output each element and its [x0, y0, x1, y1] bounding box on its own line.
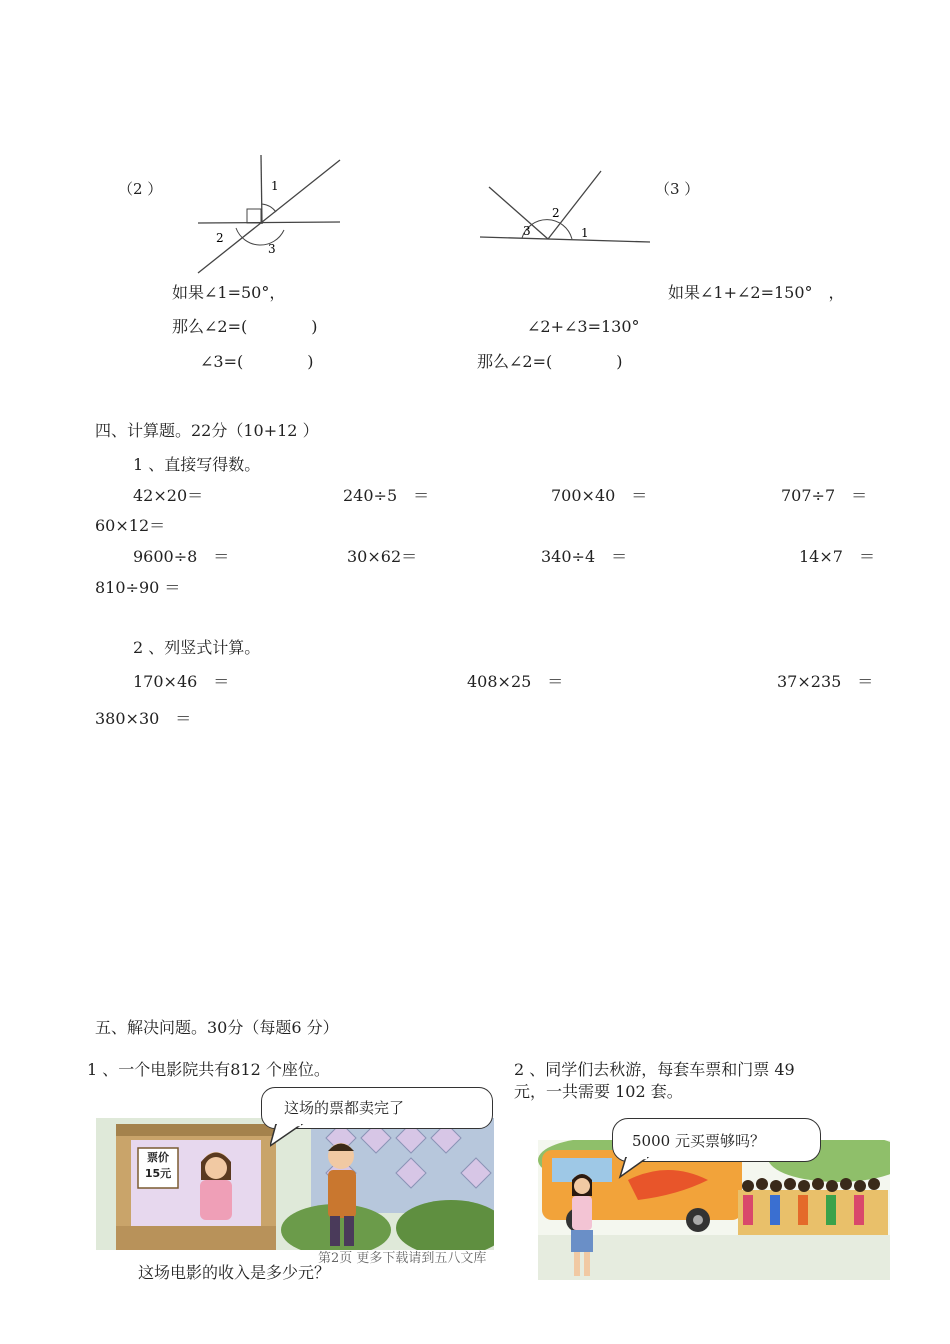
section5-title: 五、解决问题。30分（每题6 分）	[95, 1018, 339, 1037]
q2-answer-angle3: ∠3=( )	[200, 352, 314, 371]
vertical-calc-item: 37×235 ＝	[777, 672, 874, 691]
q3-answer-angle2: 那么∠2=( )	[477, 352, 623, 371]
calc-item: 60×12＝	[95, 516, 166, 535]
calc-item: 707÷7 ＝	[781, 486, 868, 505]
vertical-calc-item: 170×46 ＝	[133, 672, 230, 691]
calc-item: 14×7 ＝	[799, 547, 875, 566]
angle-diagram-3	[475, 165, 655, 265]
angle-diagram-2	[190, 150, 350, 280]
angle-mark-1: 1	[271, 179, 279, 193]
footer-fragment: 第2页 更多下载请到五八文库	[318, 1251, 487, 1266]
angle-mark-2: 2	[552, 206, 560, 220]
calc-item: 42×20＝	[133, 486, 204, 505]
calc-item: 240÷5 ＝	[343, 486, 430, 505]
problem2-text-1: 2 、同学们去秋游，每套车票和门票 49	[514, 1060, 795, 1079]
price-sign: 票价 15元	[144, 1151, 172, 1180]
speech-bubble-2-tail	[618, 1157, 658, 1183]
angle-mark-1: 1	[581, 226, 589, 240]
calc-item: 700×40 ＝	[551, 486, 648, 505]
speech-bubble-1-tail	[270, 1124, 310, 1150]
q2-answer-angle2: 那么∠2=( )	[172, 317, 318, 336]
calc-item: 9600÷8 ＝	[133, 547, 230, 566]
problem2-text-2: 元，一共需要 102 套。	[514, 1082, 683, 1101]
part2-title: 2 、列竖式计算。	[133, 638, 261, 657]
calc-item: 30×62＝	[347, 547, 418, 566]
angle-mark-2: 2	[216, 231, 224, 245]
q3-given-2: ∠2+∠3=130°	[527, 317, 640, 336]
part1-title: 1 、直接写得数。	[133, 455, 261, 474]
vertical-calc-item: 408×25 ＝	[467, 672, 564, 691]
speech-bubble-2-text: 5000 元买票够吗？	[632, 1132, 765, 1150]
calc-item: 340÷4 ＝	[541, 547, 628, 566]
q2-label: （2 ）	[118, 180, 163, 198]
q2-given: 如果∠1=50°，	[172, 283, 286, 302]
q3-label: （3 ）	[655, 180, 700, 198]
speech-bubble-1-text: 这场的票都卖完了	[284, 1099, 405, 1117]
calc-item: 810÷90 ＝	[95, 578, 181, 597]
angle-mark-3: 3	[523, 224, 531, 238]
angle-mark-3: 3	[268, 242, 276, 256]
problem1-question: 这场电影的收入是多少元？	[138, 1263, 331, 1282]
vertical-calc-item: 380×30 ＝	[95, 709, 192, 728]
section4-title: 四、计算题。22分（10+12 ）	[95, 421, 319, 440]
q3-given-1: 如果∠1+∠2=150° ，	[668, 283, 845, 302]
problem1-text: 1 、一个电影院共有812 个座位。	[87, 1060, 330, 1079]
